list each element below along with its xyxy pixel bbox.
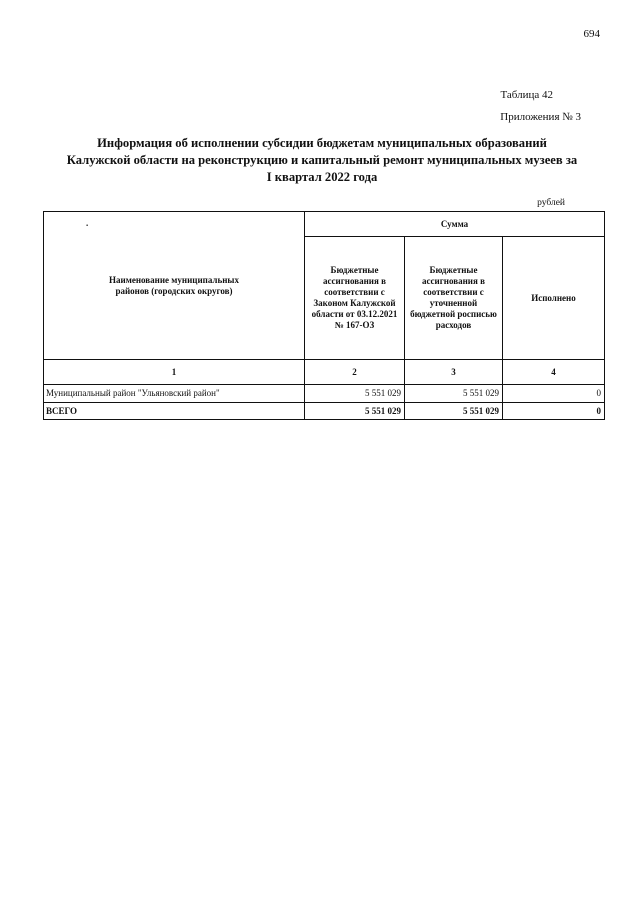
title-line: Информация об исполнении субсидии бюджетам муниципальных образований: [97, 136, 547, 150]
total-law-allocation: 5 551 029: [305, 403, 405, 420]
district-name: Муниципальный район "Ульяновский район": [44, 385, 305, 403]
header-summa: Сумма: [305, 212, 605, 237]
column-number: 4: [503, 360, 605, 385]
total-label: ВСЕГО: [44, 403, 305, 420]
column-number: 2: [305, 360, 405, 385]
refined-allocation-value: 5 551 029: [405, 385, 503, 403]
header-law-allocation: Бюджетные ассигнования в соответствии с Законом Калужской области от 03.12.2021 № 167-ОЗ: [305, 237, 405, 360]
column-number: 3: [405, 360, 503, 385]
appendix-label: Приложения № 3: [500, 111, 581, 123]
total-refined-allocation: 5 551 029: [405, 403, 503, 420]
title-line: Калужской области на реконструкцию и капитальный ремонт муниципальных музеев за: [66, 153, 578, 167]
subsidy-table: [43, 211, 605, 420]
executed-value: 0: [503, 385, 605, 403]
table-row: [44, 385, 605, 403]
law-allocation-value: 5 551 029: [305, 385, 405, 403]
header-district-name: [44, 212, 305, 360]
page-number: 694: [583, 28, 600, 40]
stray-dot: .: [86, 218, 89, 228]
header-district-name-text: Наименование муниципальных районов (городских округов): [109, 274, 239, 296]
column-number: 1: [44, 360, 305, 385]
total-row: [44, 403, 605, 420]
units-label: рублей: [537, 198, 565, 208]
column-numbers-row: [44, 360, 605, 385]
document-title: [20, 135, 624, 186]
header-refined-allocation: Бюджетные ассигнования в соответствии с уточненной бюджетной росписью расходов: [405, 237, 503, 360]
total-executed: 0: [503, 403, 605, 420]
header-executed: Исполнено: [503, 237, 605, 360]
title-line: I квартал 2022 года: [266, 170, 378, 184]
table-label: Таблица 42: [500, 89, 553, 101]
